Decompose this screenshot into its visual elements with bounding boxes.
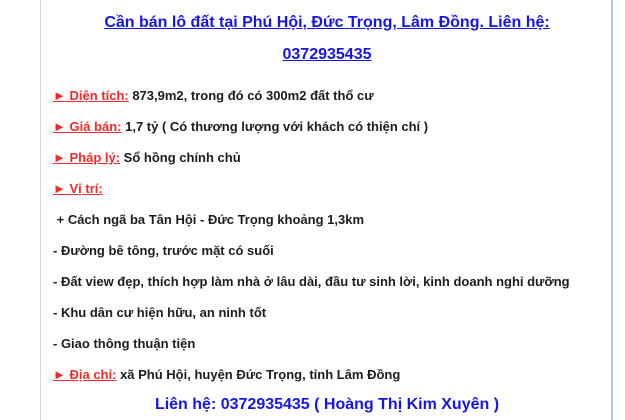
row-text: 873,9m2, trong đó có 300m2 đất thổ cư (132, 88, 374, 103)
row-text: 1,7 tỷ ( Có thương lượng với khách có thiện chí ) (125, 119, 429, 134)
row-text: - Đường bê tông, trước mặt có suối (53, 243, 274, 258)
contact-footer: Liên hệ: 0372935435 ( Hoàng Thị Kim Xuyên ) (154, 396, 500, 413)
row-label: ► Giá bán: (53, 119, 122, 134)
detail-row-price (53, 111, 601, 142)
detail-row-neighborhood (53, 297, 601, 328)
detail-row-legal (53, 142, 601, 173)
listing-details (53, 80, 601, 390)
row-label: ► Diện tích: (53, 88, 129, 103)
detail-row-area (53, 80, 601, 111)
listing-title-phone: 0372935435 (282, 46, 372, 63)
row-label: ► Vị trí: (53, 181, 103, 196)
row-text: - Khu dân cư hiện hữu, an ninh tốt (53, 305, 267, 320)
listing-content-column (40, 0, 613, 420)
detail-row-traffic (53, 328, 601, 359)
detail-row-road (53, 235, 601, 266)
detail-row-view (53, 266, 601, 297)
row-text: + Cách ngã ba Tân Hội - Đức Trọng khoảng 1,3km (53, 212, 364, 227)
row-label: ► Pháp lý: (53, 150, 121, 165)
row-text: xã Phú Hội, huyện Đức Trọng, tỉnh Lâm Đồng (120, 367, 401, 382)
row-text: Sổ hồng chính chủ (123, 150, 241, 165)
listing-title-text: Cần bán lô đất tại Phú Hội, Đức Trọng, Lâm Đồng. Liên hệ: (104, 14, 550, 31)
detail-row-address (53, 359, 601, 390)
row-label: ► Địa chỉ: (53, 367, 117, 382)
detail-row-distance (53, 204, 601, 235)
row-text: - Đất view đẹp, thích hợp làm nhà ở lâu dài, đầu tư sinh lời, kinh doanh nghỉ dưỡng (53, 274, 570, 289)
row-text: - Giao thông thuận tiện (53, 336, 196, 351)
detail-row-location-heading (53, 173, 601, 204)
listing-title-link[interactable] (53, 0, 601, 71)
